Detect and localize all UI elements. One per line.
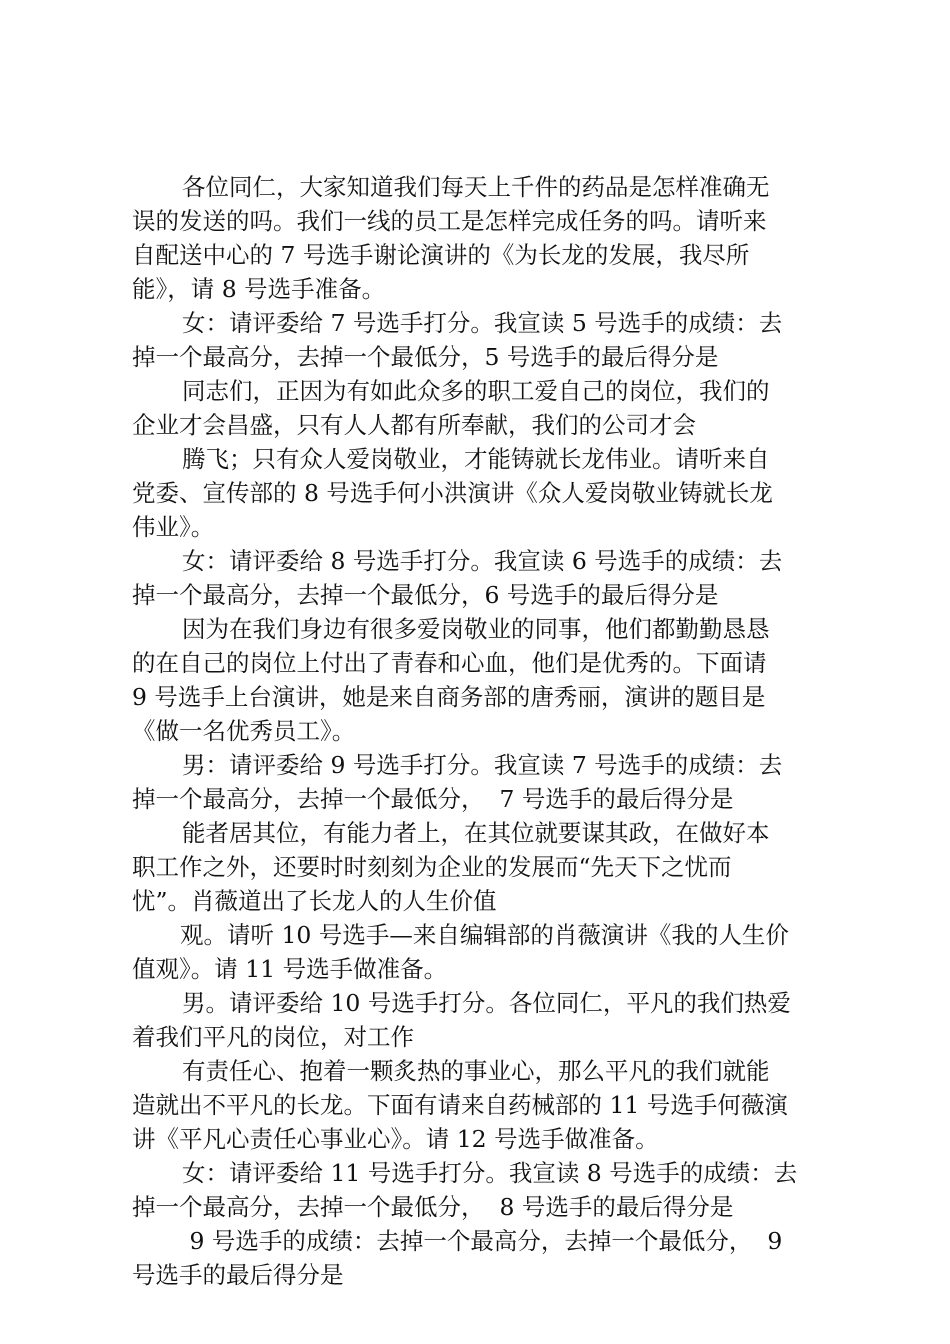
line-text: 职工作之外，还要时时刻刻为企业的发展而“先天下之忧而 — [132, 853, 732, 881]
line-text: 《做一名优秀员工》。 — [132, 717, 356, 745]
line-text: 掉一个最高分，去掉一个最低分，6 号选手的最后得分是 — [132, 581, 719, 609]
text-line — [0, 1258, 950, 1292]
text-line — [0, 1088, 950, 1122]
text-line — [0, 374, 950, 408]
line-text: 9 号选手的成绩：去掉一个最高分，去掉一个最低分， 9 — [182, 1227, 783, 1255]
line-text: 号选手的最后得分是 — [132, 1261, 344, 1289]
line-text: 值观》。请 11 号选手做准备。 — [132, 955, 448, 983]
line-text: 同志们，正因为有如此众多的职工爱自己的岗位，我们的 — [182, 377, 770, 405]
text-line — [0, 816, 950, 850]
line-text: 掉一个最高分，去掉一个最低分， 8 号选手的最后得分是 — [132, 1193, 734, 1221]
text-line — [0, 408, 950, 442]
text-line — [0, 1054, 950, 1088]
text-line — [0, 680, 950, 714]
line-text: 掉一个最高分，去掉一个最低分，5 号选手的最后得分是 — [132, 343, 719, 371]
line-text: 着我们平凡的岗位，对工作 — [132, 1023, 414, 1051]
text-line — [0, 170, 950, 204]
text-line — [0, 476, 950, 510]
line-text: 9 号选手上台演讲，她是来自商务部的唐秀丽，演讲的题目是 — [132, 683, 766, 711]
line-text: 自配送中心的 7 号选手谢论演讲的《为长龙的发展，我尽所 — [132, 241, 750, 269]
text-line — [0, 238, 950, 272]
text-line — [0, 204, 950, 238]
text-line — [0, 340, 950, 374]
text-line — [0, 850, 950, 884]
text-line — [0, 1190, 950, 1224]
line-text: 有责任心、抱着一颗炙热的事业心，那么平凡的我们就能 — [182, 1057, 770, 1085]
line-text: 讲《平凡心责任心事业心》。请 12 号选手做准备。 — [132, 1125, 659, 1153]
text-line — [0, 748, 950, 782]
text-line — [0, 952, 950, 986]
line-text: 能》，请 8 号选手准备。 — [132, 275, 386, 303]
text-line — [0, 782, 950, 816]
text-line — [0, 918, 950, 952]
line-text: 因为在我们身边有很多爱岗敬业的同事，他们都勤勤恳恳 — [182, 615, 770, 643]
line-text: 忧”。肖薇道出了长龙人的人生价值 — [132, 887, 497, 915]
line-text: 能者居其位，有能力者上，在其位就要谋其政，在做好本 — [182, 819, 770, 847]
line-text: 误的发送的吗。我们一线的员工是怎样完成任务的吗。请听来 — [132, 207, 767, 235]
line-text: 各位同仁，大家知道我们每天上千件的药品是怎样准确无 — [182, 173, 770, 201]
text-line — [0, 1020, 950, 1054]
text-line — [0, 884, 950, 918]
line-text: 腾飞；只有众人爱岗敬业，才能铸就长龙伟业。请听来自 — [182, 445, 770, 473]
line-text: 女：请评委给 11 号选手打分。我宣读 8 号选手的成绩：去 — [182, 1159, 798, 1187]
line-text: 女：请评委给 8 号选手打分。我宣读 6 号选手的成绩：去 — [182, 547, 783, 575]
text-line — [0, 272, 950, 306]
text-line — [0, 510, 950, 544]
text-line — [0, 306, 950, 340]
text-line — [0, 646, 950, 680]
line-text: 造就出不平凡的长龙。下面有请来自药械部的 11 号选手何薇演 — [132, 1091, 788, 1119]
line-text: 党委、宣传部的 8 号选手何小洪演讲《众人爱岗敬业铸就长龙 — [132, 479, 773, 507]
line-text: 观。请听 10 号选手—来自编辑部的肖薇演讲《我的人生价 — [180, 921, 789, 949]
text-line — [0, 1224, 950, 1258]
text-line — [0, 986, 950, 1020]
line-text: 女：请评委给 7 号选手打分。我宣读 5 号选手的成绩：去 — [182, 309, 783, 337]
line-text: 伟业》。 — [132, 513, 215, 541]
text-line — [0, 544, 950, 578]
line-text: 男。请评委给 10 号选手打分。各位同仁，平凡的我们热爱 — [182, 989, 791, 1017]
text-line — [0, 612, 950, 646]
text-line — [0, 578, 950, 612]
line-text: 掉一个最高分，去掉一个最低分， 7 号选手的最后得分是 — [132, 785, 734, 813]
text-line — [0, 1122, 950, 1156]
line-text: 男：请评委给 9 号选手打分。我宣读 7 号选手的成绩：去 — [182, 751, 783, 779]
line-text: 的在自己的岗位上付出了青春和心血，他们是优秀的。下面请 — [132, 649, 767, 677]
line-text: 企业才会昌盛，只有人人都有所奉献，我们的公司才会 — [132, 411, 696, 439]
text-line — [0, 714, 950, 748]
text-line — [0, 1156, 950, 1190]
text-line — [0, 442, 950, 476]
